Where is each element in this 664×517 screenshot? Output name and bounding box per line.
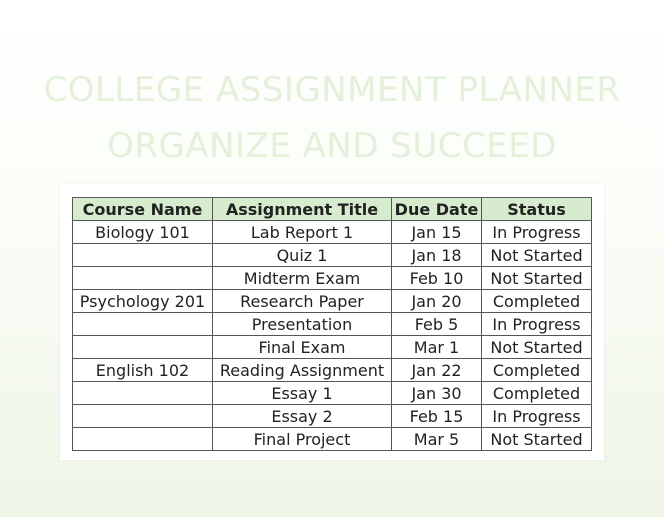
table-row	[73, 382, 592, 405]
table-row	[73, 290, 592, 313]
due-date-cell[interactable]: Mar 1	[392, 336, 482, 359]
status-cell[interactable]: Not Started	[482, 336, 592, 359]
assignment-cell[interactable]: Midterm Exam	[213, 267, 392, 290]
course-cell[interactable]: Psychology 201	[73, 290, 213, 313]
status-cell[interactable]: In Progress	[482, 221, 592, 244]
assignment-cell[interactable]: Quiz 1	[213, 244, 392, 267]
course-cell[interactable]	[73, 313, 213, 336]
header-due-date[interactable]: Due Date	[392, 198, 482, 221]
course-cell[interactable]	[73, 336, 213, 359]
course-cell[interactable]	[73, 428, 213, 451]
status-cell[interactable]: In Progress	[482, 405, 592, 428]
table-row	[73, 428, 592, 451]
status-cell[interactable]: In Progress	[482, 313, 592, 336]
due-date-cell[interactable]: Jan 30	[392, 382, 482, 405]
header-assignment-title[interactable]: Assignment Title	[213, 198, 392, 221]
course-cell[interactable]: Biology 101	[73, 221, 213, 244]
header-course-name[interactable]: Course Name	[73, 198, 213, 221]
assignment-cell[interactable]: Presentation	[213, 313, 392, 336]
due-date-cell[interactable]: Feb 10	[392, 267, 482, 290]
assignment-cell[interactable]: Research Paper	[213, 290, 392, 313]
assignment-table	[72, 197, 592, 451]
status-cell[interactable]: Completed	[482, 382, 592, 405]
assignment-cell[interactable]: Final Project	[213, 428, 392, 451]
course-cell[interactable]	[73, 267, 213, 290]
assignment-cell[interactable]: Final Exam	[213, 336, 392, 359]
status-cell[interactable]: Not Started	[482, 428, 592, 451]
due-date-cell[interactable]: Jan 15	[392, 221, 482, 244]
table-header-row	[73, 198, 592, 221]
assignment-cell[interactable]: Essay 2	[213, 405, 392, 428]
assignment-cell[interactable]: Essay 1	[213, 382, 392, 405]
table-row	[73, 221, 592, 244]
table-row	[73, 336, 592, 359]
page-title	[0, 62, 664, 174]
title-line-2: ORGANIZE AND SUCCEED	[107, 126, 557, 166]
due-date-cell[interactable]: Mar 5	[392, 428, 482, 451]
table-row	[73, 267, 592, 290]
table-row	[73, 244, 592, 267]
table-row	[73, 313, 592, 336]
due-date-cell[interactable]: Jan 18	[392, 244, 482, 267]
assignment-cell[interactable]: Lab Report 1	[213, 221, 392, 244]
table-row	[73, 405, 592, 428]
table-row	[73, 359, 592, 382]
assignment-cell[interactable]: Reading Assignment	[213, 359, 392, 382]
course-cell[interactable]	[73, 405, 213, 428]
status-cell[interactable]: Completed	[482, 290, 592, 313]
due-date-cell[interactable]: Jan 20	[392, 290, 482, 313]
course-cell[interactable]	[73, 382, 213, 405]
title-line-1: COLLEGE ASSIGNMENT PLANNER	[43, 70, 621, 110]
status-cell[interactable]: Completed	[482, 359, 592, 382]
due-date-cell[interactable]: Jan 22	[392, 359, 482, 382]
status-cell[interactable]: Not Started	[482, 267, 592, 290]
status-cell[interactable]: Not Started	[482, 244, 592, 267]
header-status[interactable]: Status	[482, 198, 592, 221]
course-cell[interactable]	[73, 244, 213, 267]
due-date-cell[interactable]: Feb 15	[392, 405, 482, 428]
course-cell[interactable]: English 102	[73, 359, 213, 382]
due-date-cell[interactable]: Feb 5	[392, 313, 482, 336]
